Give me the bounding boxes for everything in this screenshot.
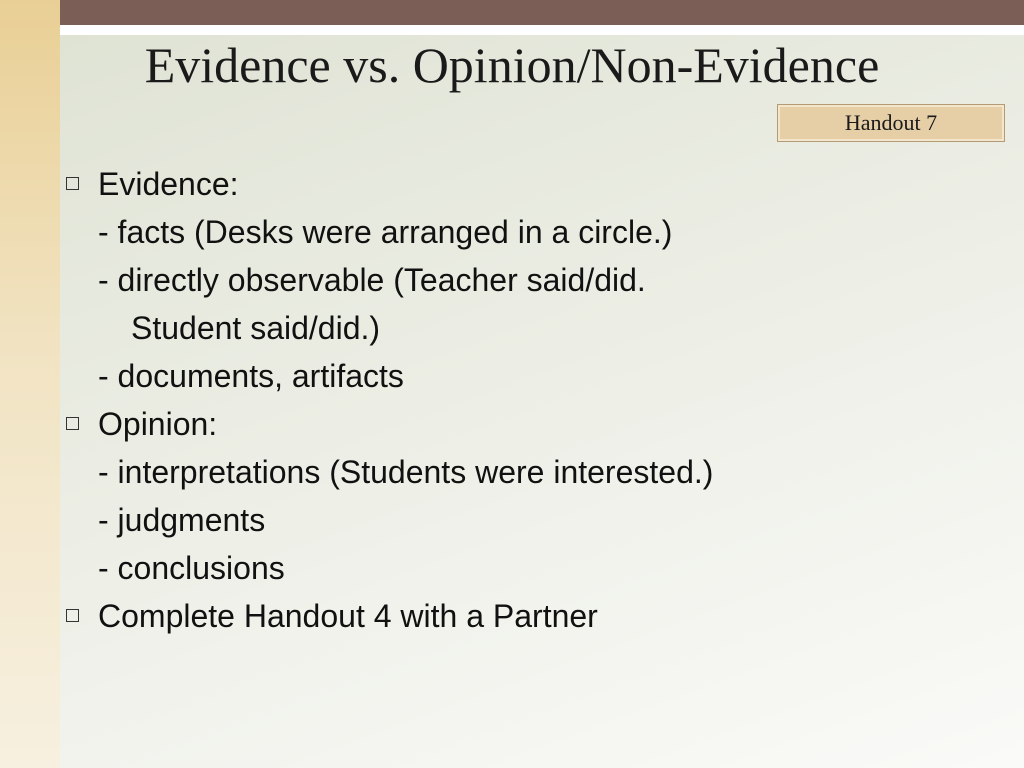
square-bullet-icon — [66, 177, 79, 190]
bullet-list — [60, 160, 1000, 640]
sub-item: - interpretations (Students were interested.) — [98, 454, 714, 490]
sub-item: - directly observable (Teacher said/did. — [98, 262, 646, 298]
bullet-evidence — [60, 160, 1000, 400]
sub-item: - documents, artifacts — [98, 358, 404, 394]
bullet-label: Opinion: — [98, 406, 218, 442]
slide-title: Evidence vs. Opinion/Non-Evidence — [144, 37, 880, 93]
bullet-label: Evidence: — [98, 166, 239, 202]
bullet-opinion — [60, 400, 1000, 592]
handout-badge: Handout 7 — [777, 104, 1005, 142]
sub-item: - facts (Desks were arranged in a circle.) — [98, 214, 673, 250]
square-bullet-icon — [66, 609, 79, 622]
top-divider — [60, 25, 1024, 35]
sub-item: - conclusions — [98, 550, 285, 586]
bullet-label: Complete Handout 4 with a Partner — [98, 598, 598, 634]
bullet-activity — [60, 592, 1000, 640]
left-accent-strip — [0, 0, 60, 768]
sub-item-continuation: Student said/did.) — [131, 310, 381, 346]
top-accent-bar — [60, 0, 1024, 25]
sub-item: - judgments — [98, 502, 266, 538]
square-bullet-icon — [66, 417, 79, 430]
